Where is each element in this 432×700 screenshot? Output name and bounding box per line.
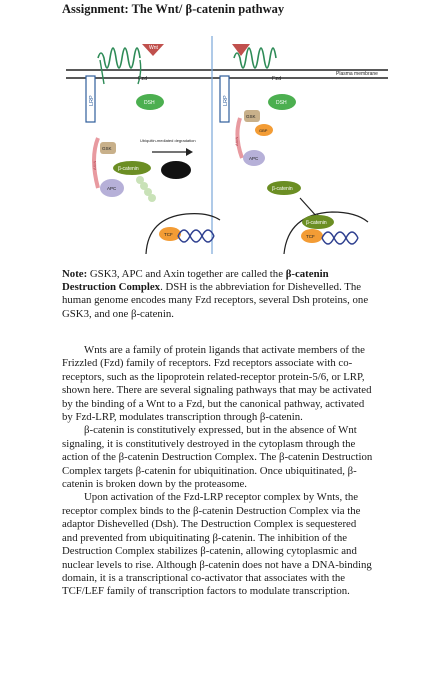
lrp-label-left: LRP [89,95,95,106]
lrp-label-right: LRP [223,95,229,106]
apc-label-left: APC [107,186,117,191]
degradation-label: Ubiquitin-mediated degradation [140,138,196,143]
paragraph-3: Upon activation of the Fzd-LRP receptor complex by Wnts, the receptor complex binds to the β-catenin Destruction Complex via the adaptor Dishevelled (Dsh). The Destruction Complex is sequestered and prevented from ubiquitinating β-catenin. The inhibition of the Destruction Complex stabilizes β-catenin, allowing cytoplasmic and nuclear levels to rise. Although β-catenin does not have a DNA-binding domain, it is a transcriptional co-activator that associates with the TCF/LEF family of transcription factors to modulate transcription. [62,491,372,598]
dna-right [322,232,358,244]
note-text-2: . DSH is the abbreviation for Dishevelled. The human genome encodes many Fzd receptors, several Dsh proteins, one GSK3, and one β-catenin. [62,281,369,320]
gsk-label-left: GSK [102,146,112,151]
wnt-label: Wnt [149,45,158,51]
axin-label-right: AXIN [234,136,239,146]
axin-label-left: AXIN [92,160,97,170]
gbp-label: GBP [259,128,268,133]
dsh-label-right: DSH [276,100,287,106]
fzd-label-right: Fzd [272,76,282,82]
body-text [62,344,374,599]
bcat-label-right1: β-catenin [272,186,293,192]
assignment-title: Assignment: The Wnt/ β-catenin pathway [62,2,285,16]
bcat-label-left: β-catenin [118,166,139,172]
fzd-label-left: Fzd [138,76,148,82]
fzd-receptor-left [98,48,140,68]
nucleus-left [146,214,220,254]
note-bold: β-catenin Destruction Complex [62,268,329,294]
note-text-1: GSK3, APC and Axin together are called the [87,268,286,280]
paragraph-1: Wnts are a family of protein ligands that activate members of the Frizzled (Fzd) family of receptors. Fzd receptors associate with co-receptors, such as the lipoprotein related-receptor protein-5/6, or LRP, shown here. There are several signaling pathways that may be activated by the binding of a Wnt to a Fzd, but the canonical pathway, activated by Fzd-LRP, modulates transcription through β-catenin. [62,344,372,424]
tcf-label-left: TCF [164,232,173,237]
tcf-label-right: TCF [306,234,315,239]
proteasome [161,161,191,179]
bcat-label-right2: β-catenin [306,220,327,226]
note-lead: Note: [62,268,88,280]
ubiquitin-chain [136,176,156,202]
dna-left [178,230,214,242]
plasma-membrane-label: Plasma membrane [336,71,378,77]
gsk-label-right: GSK [246,114,256,119]
wnt-pathway-figure [0,18,432,270]
apc-label-right: APC [249,156,259,161]
dsh-label-left: DSH [144,100,155,106]
paragraph-2: β-catenin is constitutively expressed, but in the absence of Wnt signaling, it is constitutively destroyed in the cytoplasm through the action of the β-catenin Destruction Complex. The β-catenin Destruction Complex targets β-catenin for ubiquitination. Once ubiquitinated, β-catenin is broken down by the proteasome. [62,424,373,491]
note-paragraph [62,268,382,321]
